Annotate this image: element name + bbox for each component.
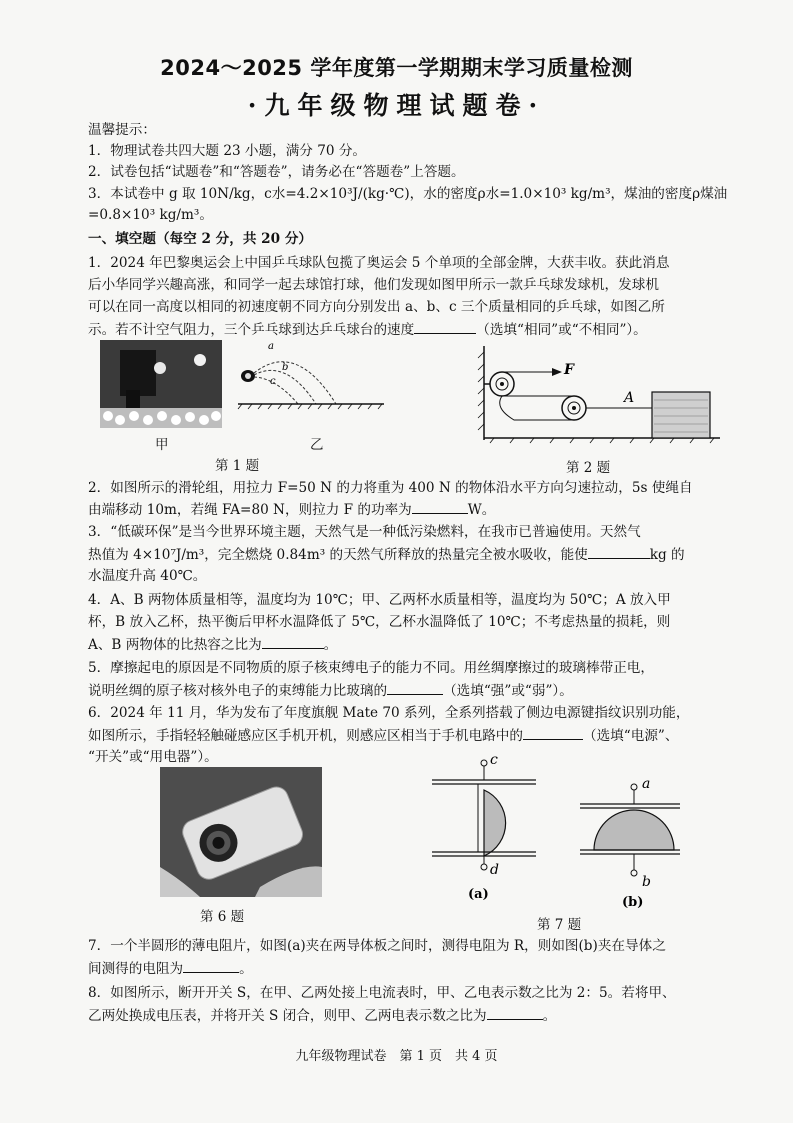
fig1-label-yi: 乙 [310, 437, 324, 453]
curve-label-a: a [268, 341, 274, 352]
q6-answer-blank [523, 725, 583, 740]
fig7-caption: 第 7 题 [537, 917, 582, 933]
q1-text: 示。若不计空气阻力，三个乒乓球到达乒乓球台的速度 [88, 322, 415, 338]
terminal-c: c [490, 752, 498, 768]
serve-machine-graphic [100, 340, 222, 428]
fig7-label-b: (b) [622, 895, 644, 910]
pulley-diagram [474, 344, 724, 444]
tips-heading: 温馨提示： [88, 122, 156, 138]
q5-option: （选填“强”或“弱”）。 [443, 683, 573, 699]
q3-text: 热值为 4×10⁷J/m³，完全燃烧 0.84m³ 的天然气所释放的热量完全被水吸收，能使 [88, 547, 588, 563]
q3-unit: kg 的 [649, 547, 685, 563]
q7-line2 [88, 958, 748, 980]
tip-3-cont: =0.8×10³ kg/m³。 [88, 207, 213, 223]
q7-line1: 7．一个半圆形的薄电阻片，如图(a)夹在两导体板之间时，测得电阻为 R，则如图(b)夹在导体之 [88, 938, 666, 954]
tip-2: 2．试卷包括“试题卷”和“答题卷”，请务必在“答题卷”上答题。 [88, 164, 465, 180]
terminal-a: a [642, 776, 651, 792]
q7-answer-blank [183, 958, 239, 973]
q2-text: 由端移动 10m，若绳 FA=80 N，则拉力 F 的功率为 [88, 502, 412, 518]
fig7-label-a: (a) [468, 887, 489, 902]
q3-line1: 3．“低碳环保”是当今世界环境主题，天然气是一种低污染燃料，在我市已普遍使用。天然气 [88, 524, 641, 540]
rope-point-label: A [624, 390, 635, 406]
exam-title: 2024～2025 学年度第一学期期末学习质量检测 [160, 56, 633, 80]
q2-unit: W。 [467, 502, 496, 518]
q8-text: 乙两处换成电压表，并将开关 S 闭合，则甲、乙两电表示数之比为 [88, 1008, 487, 1024]
fig1-label-jia: 甲 [155, 437, 169, 453]
q1-line4 [88, 319, 748, 341]
curve-label-c: c [270, 376, 276, 387]
q7-text: 间测得的电阻为 [88, 961, 184, 977]
q3-line3: 水温度升高 40℃。 [88, 568, 207, 584]
q6-option: （选填“电源”、 [583, 728, 679, 744]
fig1-caption: 第 1 题 [215, 458, 260, 474]
q7-end: 。 [239, 961, 253, 977]
q6-line1: 6．2024 年 11 月，华为发布了年度旗舰 Mate 70 系列，全系列搭载了侧边电源键指纹识别功能， [88, 705, 690, 721]
q4-answer-blank [262, 634, 324, 649]
q8-line1: 8．如图所示，断开开关 S，在甲、乙两处接上电流表时，甲、乙电表示数之比为 2：5。若将甲、 [88, 985, 676, 1001]
q1-line3: 可以在同一高度以相同的初速度朝不同方向分别发出 a、b、c 三个质量相同的乒乓球，如图乙所 [88, 299, 665, 315]
phone-photo [160, 767, 322, 897]
q2-line2 [88, 499, 748, 521]
exam-subtitle: ·九年级物理试题卷· [247, 91, 546, 120]
fig2-caption: 第 2 题 [566, 460, 611, 476]
q1-answer-blank [414, 319, 476, 334]
q5-text: 说明丝绸的原子核对核外电子的束缚能力比玻璃的 [88, 683, 388, 699]
q8-end: 。 [542, 1008, 557, 1024]
q5-line1: 5．摩擦起电的原因是不同物质的原子核束缚电子的能力不同。用丝绸摩擦过的玻璃棒带正电， [88, 660, 654, 676]
fig6-caption: 第 6 题 [200, 909, 245, 925]
resistor-diagram-b [576, 770, 688, 912]
q5-answer-blank [387, 680, 443, 695]
q8-line2 [88, 1005, 748, 1027]
q4-end: 。 [323, 637, 338, 653]
page-footer: 九年级物理试卷 第 1 页 共 4 页 [295, 1049, 498, 1064]
q4-text: A、B 两物体的比热容之比为 [88, 637, 262, 653]
q8-answer-blank [487, 1005, 543, 1020]
q1-option: （选填“相同”或“不相同”）。 [476, 322, 647, 338]
q1-line2: 后小华同学兴趣高涨，和同学一起去球馆打球，他们发现如图甲所示一款乒乓球发球机，发球机 [88, 277, 659, 293]
q4-line2: 杯，B 放入乙杯，热平衡后甲杯水温降低了 5℃，乙杯水温降低了 10℃；不考虑热量的损耗，则 [88, 614, 671, 630]
tip-3: 3．本试卷中 g 取 10N/kg，c水=4.2×10³J/(kg·℃)，水的密度ρ水=1.0×10³ kg/m³，煤油的密度ρ煤油 [88, 186, 728, 202]
terminal-d: d [490, 862, 499, 878]
q5-line2 [88, 680, 748, 702]
q2-line1: 2．如图所示的滑轮组，用拉力 F=50 N 的力将重为 400 N 的物体沿水平方向匀速拉动，5s 使绳自 [88, 480, 693, 496]
q3-answer-blank [588, 544, 650, 559]
q4-line1: 4．A、B 两物体质量相等，温度均为 10℃；甲、乙两杯水质量相等，温度均为 50℃；A 放入甲 [88, 592, 671, 608]
terminal-b: b [642, 874, 651, 890]
tip-1: 1．物理试卷共四大题 23 小题，满分 70 分。 [88, 143, 367, 159]
q2-answer-blank [412, 499, 468, 514]
section-heading: 一、填空题（每空 2 分，共 20 分） [88, 231, 313, 247]
q3-line2 [88, 544, 748, 566]
force-label: F [564, 362, 574, 378]
q6-line3: “开关”或“用电器”）。 [88, 749, 218, 765]
q1-line1: 1．2024 年巴黎奥运会上中国乒乓球队包揽了奥运会 5 个单项的全部金牌，大获丰收。获此消息 [88, 255, 670, 271]
resistor-diagram-a [428, 752, 538, 904]
q6-line2 [88, 725, 748, 747]
serve-machine-photo [100, 340, 222, 428]
q6-text: 如图所示，手指轻轻触碰感应区手机开机，则感应区相当于手机电路中的 [88, 728, 523, 744]
curve-label-b: b [282, 362, 289, 373]
q4-line3 [88, 634, 748, 656]
trajectory-diagram [236, 340, 386, 410]
phone-graphic [160, 767, 322, 897]
